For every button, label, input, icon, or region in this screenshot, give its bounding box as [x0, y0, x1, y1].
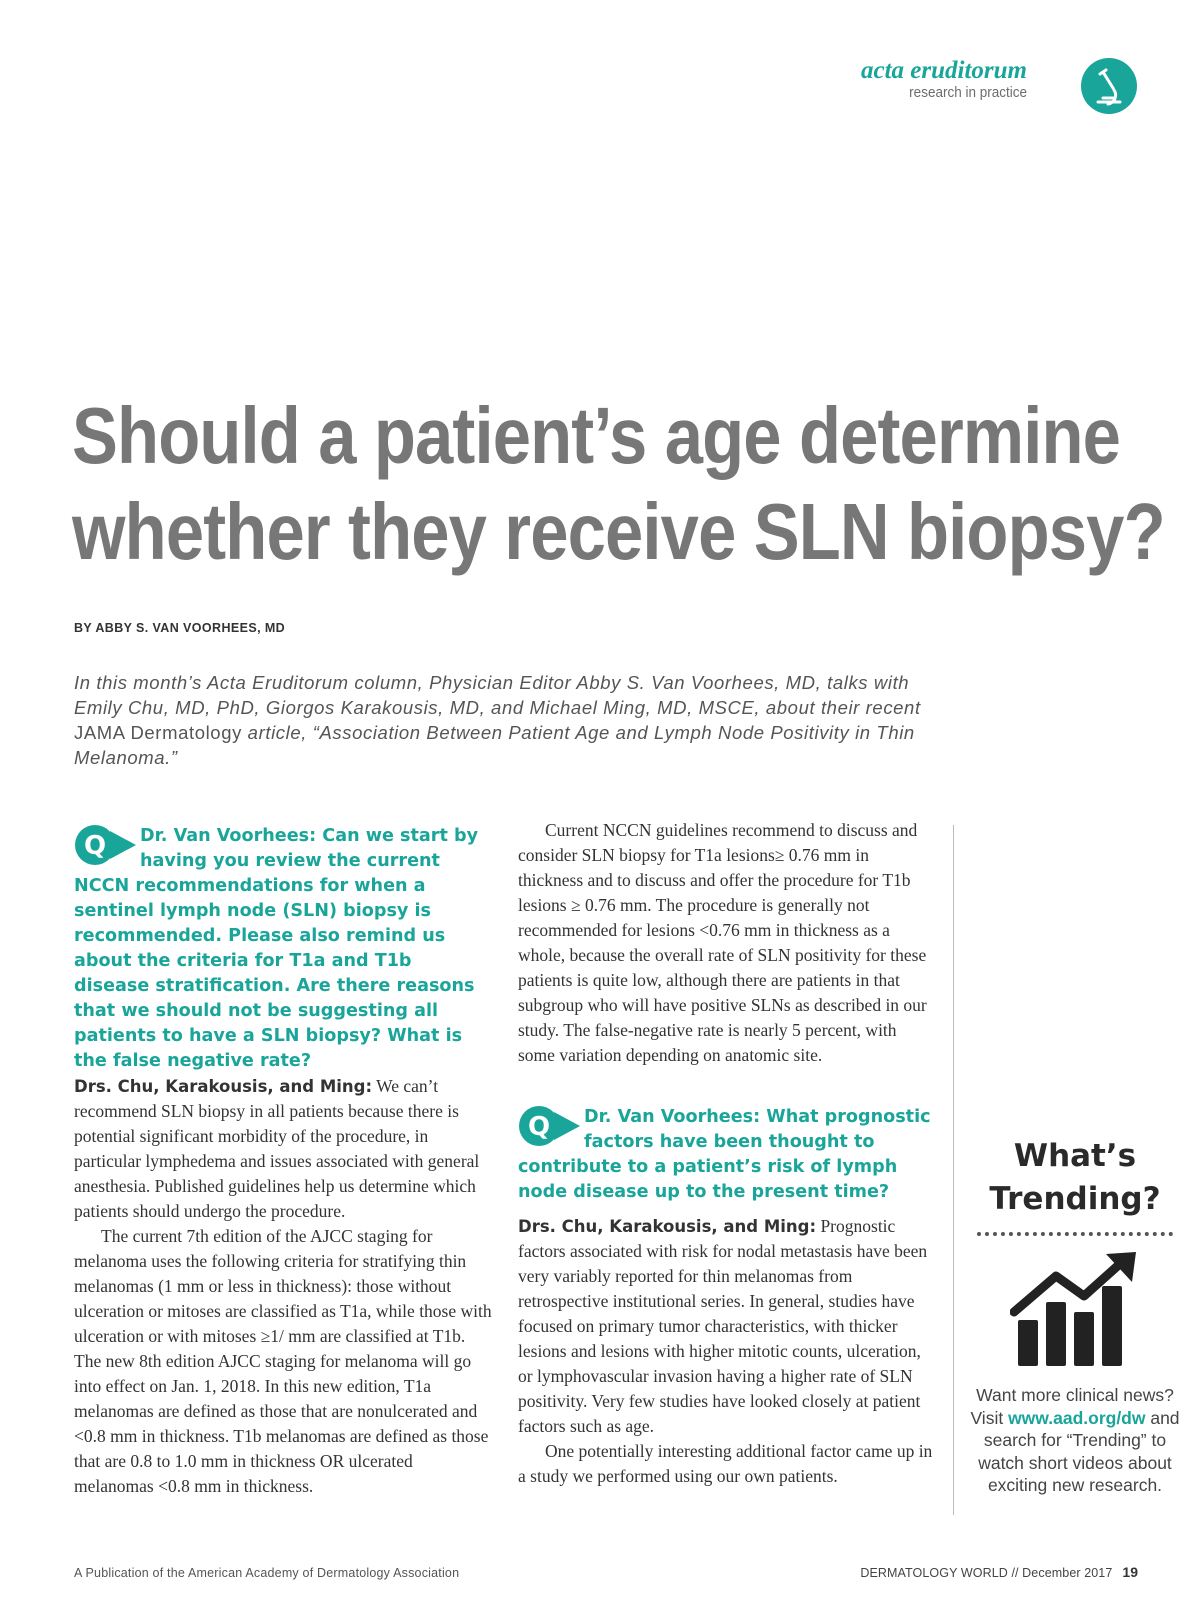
question-badge-icon	[74, 824, 136, 868]
trending-text-before: Want more clinical news? Visit	[970, 1385, 1174, 1428]
intro-text-1: In this month’s Acta Eruditorum column, Physician Editor Abby S. Van Voorhees, MD, talks with Emily Chu, MD, PhD, Giorgos Karakousis, MD, and Michael Ming, MD, MSCE, about their recent	[74, 672, 921, 718]
question-1: Dr. Van Voorhees: Can we start by having you review the current NCCN recommendations for when a sentinel lymph node (SLN) biopsy is recommended. Please also remind us about the criteria for T1a and T1b disease stratification. Are there reasons that we should not be suggesting all patients to have a SLN biopsy? What is the false negative rate?	[74, 826, 479, 1071]
answer-2	[518, 1214, 936, 1439]
byline: BY ABBY S. VAN VOORHEES, MD	[74, 621, 286, 635]
intro-paragraph	[74, 670, 934, 770]
answer-1-text: We can’t recommend SLN biopsy in all patients because there is potential significant morbidity of the procedure, in particular lymphedema and issues associated with general anesthesia. Published guidelines help us determine which patients should undergo the procedure.	[74, 1076, 480, 1221]
intro-text-2: article, “Association Between Patient Age and Lymph Node Positivity in Thin Melanoma.”	[74, 722, 915, 768]
title-line-2: whether they receive SLN biopsy?	[72, 487, 1165, 576]
page-number: 19	[1122, 1564, 1138, 1580]
answer-2-paragraph-2: One potentially interesting additional factor came up in a study we performed using our own patients.	[518, 1441, 933, 1486]
trending-sidebar	[970, 1135, 1180, 1497]
question-2: Dr. Van Voorhees: What prognostic factors have been thought to contribute to a patient’s risk of lymph node disease up to the present time?	[518, 1107, 931, 1202]
footer-issue: DERMATOLOGY WORLD // December 2017	[860, 1566, 1113, 1580]
trending-title-line-2: Trending?	[989, 1181, 1161, 1217]
trending-text	[970, 1384, 1180, 1497]
column-brand	[861, 58, 1027, 102]
answer-2-text: Prognostic factors associated with risk for nodal metastasis have been very variably reported for thin melanomas from retrospective institutional series. In general, studies have focused on primary tumor characteristics, with thicker lesions and lesions with higher mitotic counts, ulceration, or lymphovascular invasion having a higher rate of SLN positivity. Very few studies have looked closely at patient factors such as age.	[518, 1216, 928, 1436]
column-divider	[953, 825, 954, 1515]
left-column	[74, 824, 492, 1499]
question-2-block	[518, 1105, 936, 1489]
middle-column	[518, 818, 936, 1489]
trending-chart-icon	[1010, 1250, 1140, 1368]
footer-publisher: A Publication of the American Academy of Dermatology Association	[74, 1566, 460, 1580]
answer-2-speaker: Drs. Chu, Karakousis, and Ming:	[518, 1217, 817, 1236]
microscope-icon	[1081, 58, 1137, 114]
brand-name: acta eruditorum	[861, 57, 1027, 84]
answer-1-speaker: Drs. Chu, Karakousis, and Ming:	[74, 1077, 373, 1096]
answer-1	[74, 1074, 492, 1224]
answer-1-paragraph-2: The current 7th edition of the AJCC staging for melanoma uses the following criteria for stratifying thin melanomas (1 mm or less in thickness): those without ulceration or mitoses are classified as T1a, while those with ulceration or with mitoses ≥1/ mm are classified at T1b. The new 8th edition AJCC staging for melanoma will go into effect on Jan. 1, 2018. In this new edition, T1a melanomas are defined as those that are nonulcerated and <0.8 mm in thickness. T1b melanomas are defined as those that are 0.8 to 1.0 mm in thickness OR ulcerated melanomas <0.8 mm in thickness.	[74, 1226, 492, 1496]
question-badge-letter: Q	[83, 831, 107, 861]
brand-tagline: research in practice	[909, 84, 1027, 101]
trending-text-after: and search for “Trending” to watch short videos about exciting new research.	[978, 1407, 1180, 1495]
trending-title	[970, 1135, 1180, 1221]
aad-link[interactable]: www.aad.org/dw	[1008, 1407, 1146, 1428]
footer-publication	[860, 1564, 1138, 1580]
trending-title-line-1: What’s	[1013, 1138, 1137, 1174]
article-title	[72, 388, 1165, 580]
answer-1-paragraph-3: Current NCCN guidelines recommend to discuss and consider SLN biopsy for T1a lesions≥ 0.76 mm in thickness and to discuss and offer the procedure for T1b lesions ≥ 0.76 mm. The procedure is generally not recommended for lesions <0.76 mm in thickness as a whole, because the overall rate of SLN positivity for these patients is quite low, although there are patients in that subgroup who will have positive SLNs as described in our study. The false-negative rate is nearly 5 percent, with some variation depending on anatomic site.	[518, 820, 927, 1065]
intro-journal: JAMA Dermatology	[74, 722, 242, 743]
title-line-1: Should a patient’s age determine	[72, 391, 1121, 480]
dotted-divider	[977, 1232, 1173, 1236]
question-badge-icon	[518, 1105, 580, 1149]
question-badge-letter: Q	[527, 1112, 551, 1142]
